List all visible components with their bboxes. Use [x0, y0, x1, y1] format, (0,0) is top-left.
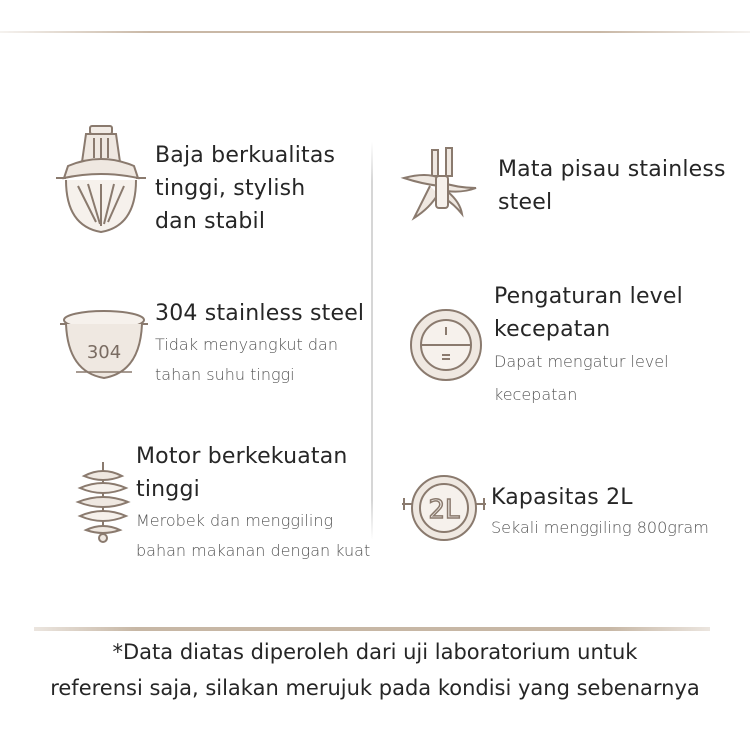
footnote-line: referensi saja, silakan merujuk pada kondisi yang sebenarnya: [50, 676, 700, 700]
capacity-2l-label: 2L: [428, 495, 460, 525]
chopper-bowl-icon: [52, 122, 150, 238]
feature-title-line: kecepatan: [494, 317, 611, 342]
feature-desc-line: tahan suhu tinggi: [155, 365, 295, 384]
bowl-304-icon: [56, 302, 152, 386]
feature-title-line: Baja berkualitas: [155, 143, 336, 168]
feature-title-line: steel: [498, 190, 553, 215]
feature-desc-line: Merobek dan menggiling: [136, 511, 334, 530]
feature-title-line: 304 stainless steel: [155, 301, 365, 326]
capacity-2l-icon: [398, 470, 490, 550]
motor-icon: [70, 458, 136, 544]
feature-title-line: Pengaturan level: [494, 284, 683, 309]
top-divider: [0, 31, 750, 33]
feature-title-line: Kapasitas 2L: [491, 485, 633, 510]
feature-desc-line: bahan makanan dengan kuat: [136, 541, 371, 560]
feature-desc-line: Sekali menggiling 800gram: [491, 518, 709, 537]
feature-title-line: dan stabil: [155, 209, 266, 234]
center-divider: [371, 142, 373, 540]
speed-dial-icon: [406, 305, 486, 385]
footnote-line: *Data diatas diperoleh dari uji laboratorium untuk: [112, 640, 638, 664]
feature-desc-line: kecepatan: [494, 385, 578, 404]
feature-desc-line: Dapat mengatur level: [494, 352, 669, 371]
feature-desc-line: Tidak menyangkut dan: [155, 335, 338, 354]
feature-title-line: Motor berkekuatan: [136, 444, 348, 469]
feature-title-line: Mata pisau stainless: [498, 157, 726, 182]
bottom-divider: [34, 627, 710, 631]
blade-icon: [400, 142, 480, 228]
feature-title-line: tinggi, stylish: [155, 176, 306, 201]
feature-title-line: tinggi: [136, 477, 200, 502]
bowl-304-label: 304: [86, 342, 122, 363]
